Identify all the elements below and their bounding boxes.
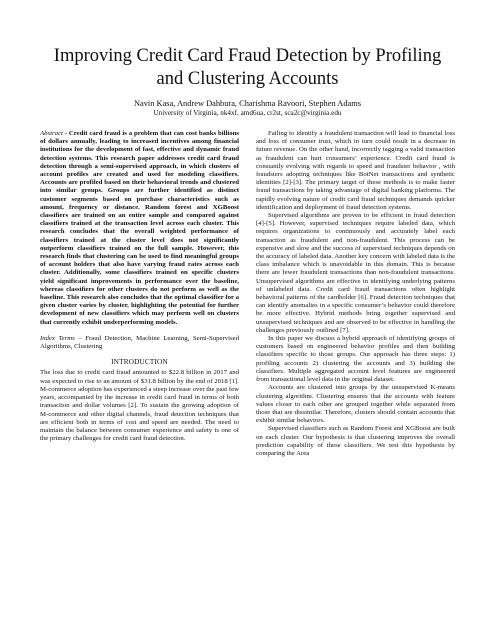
abstract-label: Abstract [40,130,63,137]
author-list: Navin Kasa, Andrew Dahbura, Charishma Ravoori, Stephen Adams [133,99,361,108]
body-paragraph-5: Supervised classifiers such as Random Forest and XGBoost are built on each cluster. Our hypothesis is that clustering improves the overall prediction capability of these classifiers. We test this hypothesis by comparing the Area [256,425,455,457]
body-paragraph-2: Supervised algorithms are proven to be efficient in fraud detection [4]-[5]. However, supervised techniques require labeled data, which requires organizations to continuously and accurately label each transaction as fraudulent and non-fraudulent. This process can be expensive and slow and the success of supervised techniques depends on the accuracy of labeled data. Another key concern with labeled data is the class imbalance which is unavoidable in this domain. This is because there are fewer fraudulent transactions than non-fraudulent transactions. Unsupervised algorithms are effective in identifying underlying patterns of unlabeled data. Credit card fraud transactions often highlight behavioral patterns of the cardholder [6]. Fraud detection techniques that can identify anomalies in a specific consumer’s behavior could therefore be more effective. Hybrid methods bring together supervised and unsupervised techniques and are observed to be effective in handling the challenges previously outlined [7]. [256,212,455,334]
index-terms-label: Index Terms [40,334,75,342]
abstract-paragraph [40,130,239,327]
body-paragraph-4: Accounts are clustered into groups by the unsupervised K-means clustering algorithm. Clustering ensures that the accounts with feature values closer to each other are grouped together while separated from those that are dissimilar. Therefore, clusters should contain accounts that exhibit similar behaviors. [256,384,455,425]
left-column [40,130,239,458]
index-terms-text: – Fraud Detection, Machine Learning, Semi-Supervised Algorithms, Clustering [40,334,239,351]
two-column-body [40,130,455,458]
intro-paragraph-1: The loss due to credit card fraud amounted to $22.8 billion in 2017 and was expected to rise to an amount of $31.8 billion by the end of 2018 [1]. M-commerce adoption has experienced a steep increase over the past few years, accompanied by the increase in credit card fraud in terms of both transaction and dollar volumes [2]. To sustain the growing adoption of M-commerce and other digital channels, fraud detection techniques that are efficient both in terms of cost and speed are needed. The need to maintain the balance between consumer experience and safety is one of the primary challenges for credit card fraud detection. [40,369,239,443]
body-paragraph-3: In this paper we discuss a hybrid approach of identifying groups of customers based on engineered behavior profiles and then building classifiers specific to those groups. Our approach has three steps: 1) profiling accounts 2) clustering the accounts and 3) building the classifiers. Multiple aggregated account level features are engineered from transactional level data in the original dataset. [256,335,455,384]
introduction-heading: INTRODUCTION [111,358,168,367]
index-terms-paragraph [40,335,239,351]
author-affiliation: University of Virginia, nk4xf, amd6ua, cr2st, sca2c@virginia.edu [153,109,342,117]
paper-title: Improving Credit Card Fraud Detection by Profiling and Clustering Accounts [53,46,442,89]
body-paragraph-1: Failing to identify a fraudulent transaction will lead to financial loss and loss of consumer trust, which in turn could result in a decrease in future revenue. On the other hand, incorrectly tagging a valid transaction as fraudulent can hurt consumers’ experience. Credit card fraud is constantly evolving with regards to speed and fraudster behavior , with fraudsters adopting techniques like BotNet transactions and synthetic identities [2]-[3]. The primary target of these methods is to make faster fraud transactions by taking advantage of digital banking platforms. The rapidly evolving nature of credit card fraud techniques demands quicker identification and deployment of fraud detection systems. [256,130,455,211]
right-column [256,130,455,458]
abstract-text: - Credit card fraud is a problem that can cost banks billions of dollars annually, leading to increased incentives among financial institutions for the development of fast, effective and dynamic fraud detection systems. This research paper addresses credit card fraud detection through a semi-supervised approach, in which clusters of account profiles are created and used for modeling classifiers. Accounts are profiled based on their behavioral trends and clustered into similar groups. Groups are further identified as distinct customer segments based on purchase characteristics such as amount, frequency or distance. Random forest and XGBoost classifiers are trained on an entire sample and compared against classifiers trained at the transaction level across each cluster. This research concludes that the overall weighted performance of classifiers trained at the cluster level does not significantly outperform classifiers trained on the full sample. However, this research finds that clustering can be used to find meaningful groups of account holders that also have varying fraud rates across each cluster. Additionally, some classifiers trained on specific clusters yield significant improvements in performance over the baseline, whereas classifiers for other clusters do not perform as well as the baseline. This research also concludes that the optimal classifier for a given cluster varies by cluster, highlighting the potential for further development of new classifiers which may perform well on clusters that currently exhibit underperforming models. [40,130,239,326]
